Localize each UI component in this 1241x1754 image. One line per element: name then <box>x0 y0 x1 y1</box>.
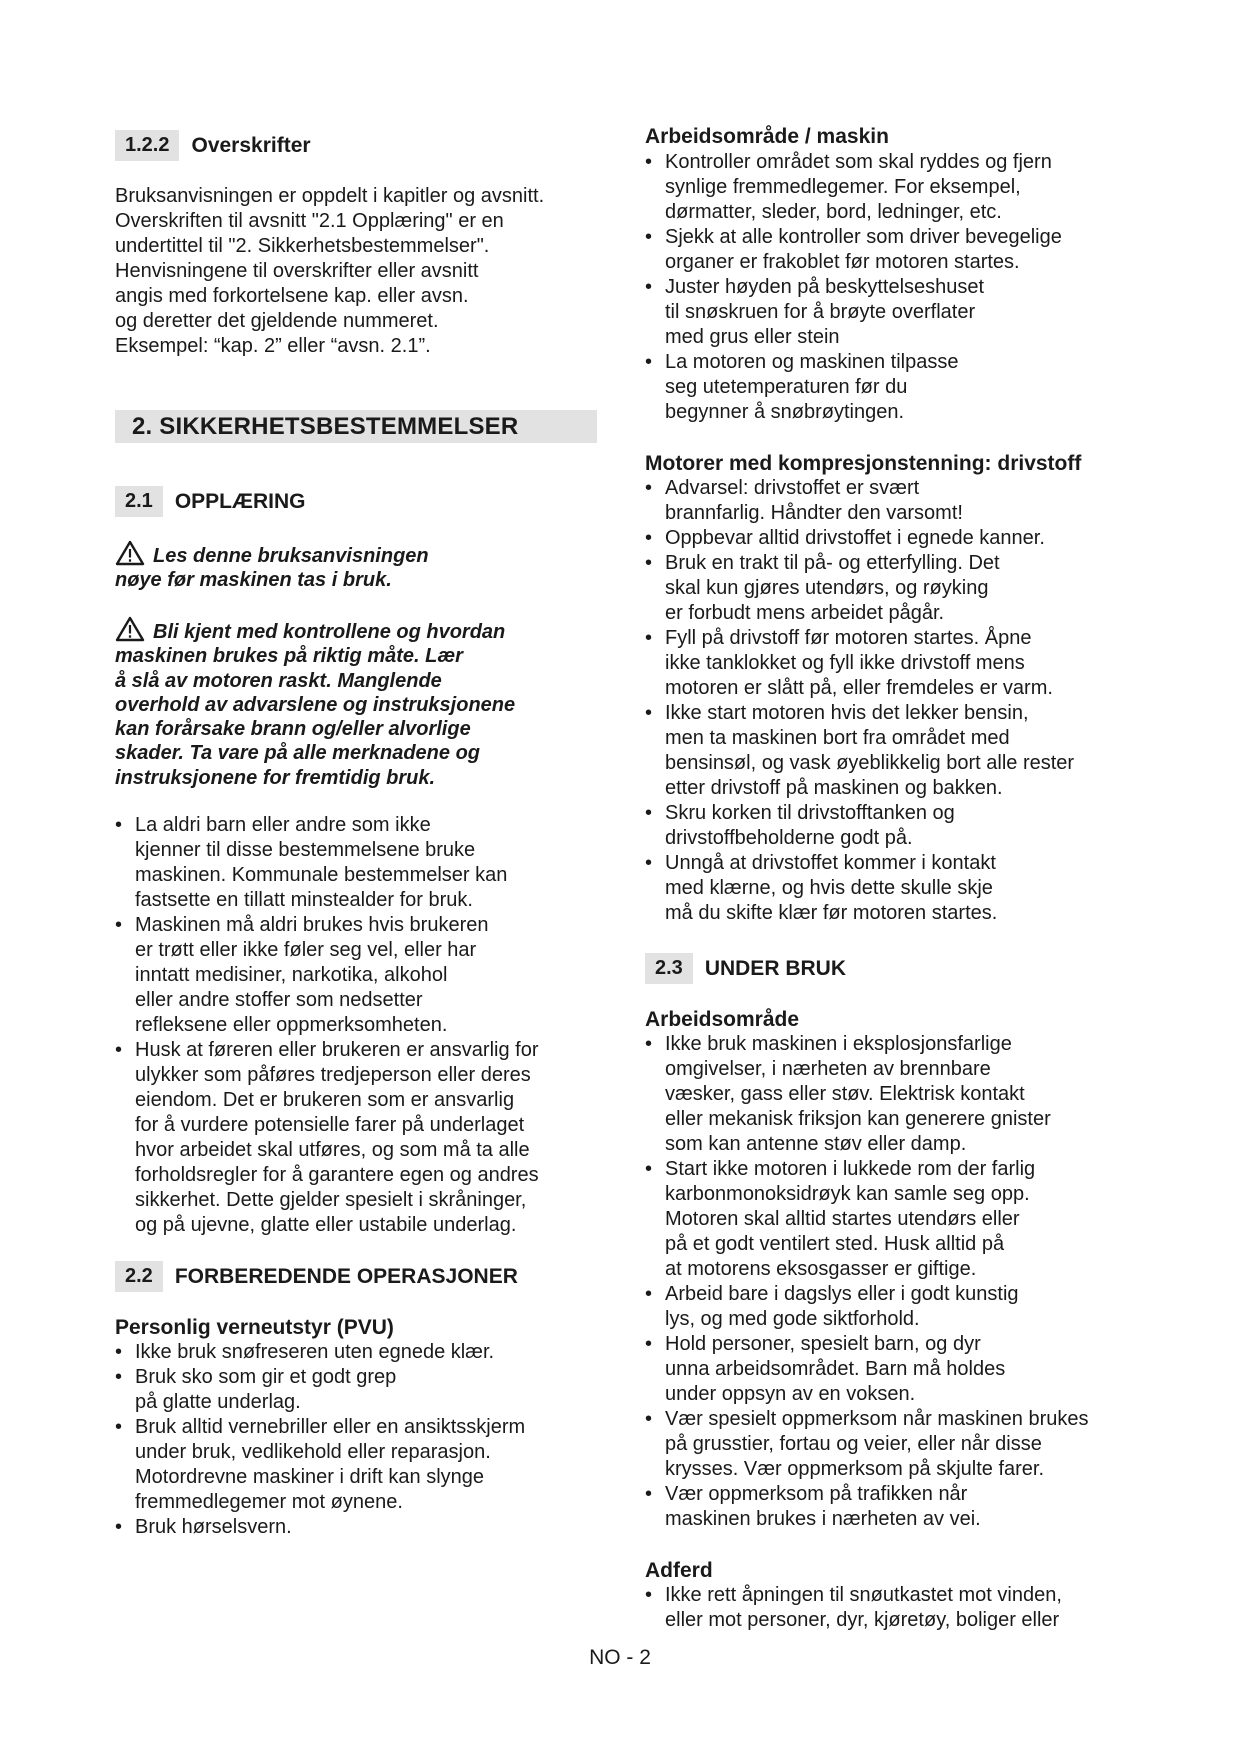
warning-read-manual <box>115 540 595 593</box>
list-item: • Skru korken til drivstofftanken og drivstoffbeholderne godt på. <box>645 801 1145 851</box>
headings-explanation: Bruksanvisningen er oppdelt i kapitler og avsnitt. Overskriften til avsnitt "2.1 Opplæring" er en undertittel til "2. Sikkerhetsbestemmelser". Henvisningene til overskrifter eller avsnitt angis med forkortelsene kap. eller avsn. og deretter det gjeldende nummeret. Eksempel: “kap. 2” eller “avsn. 2.1”. <box>115 185 545 357</box>
list-item: • Unngå at drivstoffet kommer i kontakt med klærne, og hvis dette skulle skje må du skifte klær før motoren startes. <box>645 851 1145 926</box>
list-item: • Maskinen må aldri brukes hvis brukeren er trøtt eller ikke føler seg vel, eller har inntatt medisiner, narkotika, alkohol eller andre stoffer som nedsetter refleksene eller oppmerksomheten. <box>115 913 595 1038</box>
fuel-bullet-list <box>645 476 1145 926</box>
section-title: Overskrifter <box>191 133 311 157</box>
chapter-title: 2. SIKKERHETSBESTEMMELSER <box>132 412 519 440</box>
list-item: • Bruk sko som gir et godt grep på glatte underlag. <box>115 1365 595 1415</box>
section-title: UNDER BRUK <box>704 956 846 980</box>
page-number: NO - 2 <box>589 1646 651 1669</box>
warning-controls <box>115 616 595 790</box>
list-item: • Husk at føreren eller brukeren er ansvarlig for ulykker som påføres tredjeperson eller deres eiendom. Det er brukeren som er ansvarlig for å vurdere potensielle farer på underlaget hvor arbeidet skal utføres, og som må ta alle forholdsregler for å garantere egen og andres sikkerhet. Dette gjelder spesielt i skråninger, og på ujevne, glatte eller ustabile underlag. <box>115 1038 595 1238</box>
section-1-2-2-heading <box>115 130 595 161</box>
list-item: • Kontroller området som skal ryddes og fjern synlige fremmedlegemer. For eksempel, dørmatter, sleder, bord, ledninger, etc. <box>645 150 1145 225</box>
section-title: OPPLÆRING <box>174 489 306 513</box>
list-item: • La aldri barn eller andre som ikke kjenner til disse bestemmelsene bruke maskinen. Kommunale bestemmelser kan fastsette en tillatt minstealder for bruk. <box>115 813 595 913</box>
list-item: • Start ikke motoren i lukkede rom der farlig karbonmonoksidrøyk kan samle seg opp. Motoren skal alltid startes utendørs eller på et godt ventilert sted. Husk alltid på at motorens eksosgasser er giftige. <box>645 1157 1145 1282</box>
pvu-heading: Personlig verneutstyr (PVU) <box>115 1316 394 1339</box>
chapter-heading <box>115 410 597 443</box>
fuel-heading: Motorer med kompresjonstenning: drivstoff <box>645 452 1082 475</box>
training-bullet-list <box>115 813 595 1238</box>
list-item: • Fyll på drivstoff før motoren startes. Åpne ikke tanklokket og fyll ikke drivstoff mens motoren er slått på, eller fremdeles er varm. <box>645 626 1145 701</box>
list-item: • Bruk hørselsvern. <box>115 1515 595 1540</box>
warning-triangle-icon <box>115 540 145 566</box>
work-area-heading: Arbeidsområde <box>645 1008 800 1031</box>
list-item: • Oppbevar alltid drivstoffet i egnede kanner. <box>645 526 1145 551</box>
section-title: FORBEREDENDE OPERASJONER <box>174 1264 518 1288</box>
work-area-machine-bullet-list <box>645 150 1145 425</box>
list-item: • Sjekk at alle kontroller som driver bevegelige organer er frakoblet før motoren startes. <box>645 225 1145 275</box>
list-item: • Juster høyden på beskyttelseshuset til snøskruen for å brøyte overflater med grus eller stein <box>645 275 1145 350</box>
work-area-machine-heading: Arbeidsområde / maskin <box>645 125 889 148</box>
list-item: • Bruk alltid vernebriller eller en ansiktsskjerm under bruk, vedlikehold eller reparasjon. Motordrevne maskiner i drift kan slynge fremmedlegemer mot øynene. <box>115 1415 595 1515</box>
section-number: 2.3 <box>645 953 693 984</box>
section-number: 2.1 <box>115 486 163 517</box>
section-2-2-heading <box>115 1261 595 1292</box>
pvu-bullet-list <box>115 1340 595 1540</box>
warning-text: Bli kjent med kontrollene og hvordan maskinen brukes på riktig måte. Lær å slå av motoren raskt. Manglende overhold av advarslene og instruksjonene kan forårsake brann og/eller alvorlige skader. Ta vare på alle merknadene og instruksjonene for fremtidig bruk. <box>115 621 516 789</box>
warning-text: Les denne bruksanvisningen nøye før maskinen tas i bruk. <box>115 545 429 592</box>
list-item: • Ikke start motoren hvis det lekker bensin, men ta maskinen bort fra området med bensinsøl, og vask øyeblikkelig bort alle rester etter drivstoff på maskinen og bakken. <box>645 701 1145 801</box>
list-item: • Ikke rett åpningen til snøutkastet mot vinden, eller mot personer, dyr, kjøretøy, boliger eller <box>645 1583 1145 1633</box>
behaviour-heading: Adferd <box>645 1559 713 1582</box>
section-number: 1.2.2 <box>115 130 179 161</box>
list-item: • Arbeid bare i dagslys eller i godt kunstig lys, og med gode siktforhold. <box>645 1282 1145 1332</box>
list-item: • Bruk en trakt til på- og etterfylling. Det skal kun gjøres utendørs, og røyking er forbudt mens arbeidet pågår. <box>645 551 1145 626</box>
list-item: • Ikke bruk snøfreseren uten egnede klær. <box>115 1340 595 1365</box>
section-2-1-heading <box>115 486 595 517</box>
list-item: • Vær oppmerksom på trafikken når maskinen brukes i nærheten av vei. <box>645 1482 1145 1532</box>
section-2-3-heading <box>645 953 1145 984</box>
warning-triangle-icon <box>115 616 145 642</box>
list-item: • La motoren og maskinen tilpasse seg utetemperaturen før du begynner å snøbrøytingen. <box>645 350 1145 425</box>
list-item: • Vær spesielt oppmerksom når maskinen brukes på grusstier, fortau og veier, eller når disse krysses. Vær oppmerksom på skjulte farer. <box>645 1407 1145 1482</box>
work-area-bullet-list <box>645 1032 1145 1532</box>
list-item: • Advarsel: drivstoffet er svært brannfarlig. Håndter den varsomt! <box>645 476 1145 526</box>
section-number: 2.2 <box>115 1261 163 1292</box>
list-item: • Hold personer, spesielt barn, og dyr unna arbeidsområdet. Barn må holdes under oppsyn av en voksen. <box>645 1332 1145 1407</box>
behaviour-bullet-list <box>645 1583 1145 1633</box>
list-item: • Ikke bruk maskinen i eksplosjonsfarlige omgivelser, i nærheten av brennbare væsker, gass eller støv. Elektrisk kontakt eller mekanisk friksjon kan generere gnister som kan antenne støv eller damp. <box>645 1032 1145 1157</box>
